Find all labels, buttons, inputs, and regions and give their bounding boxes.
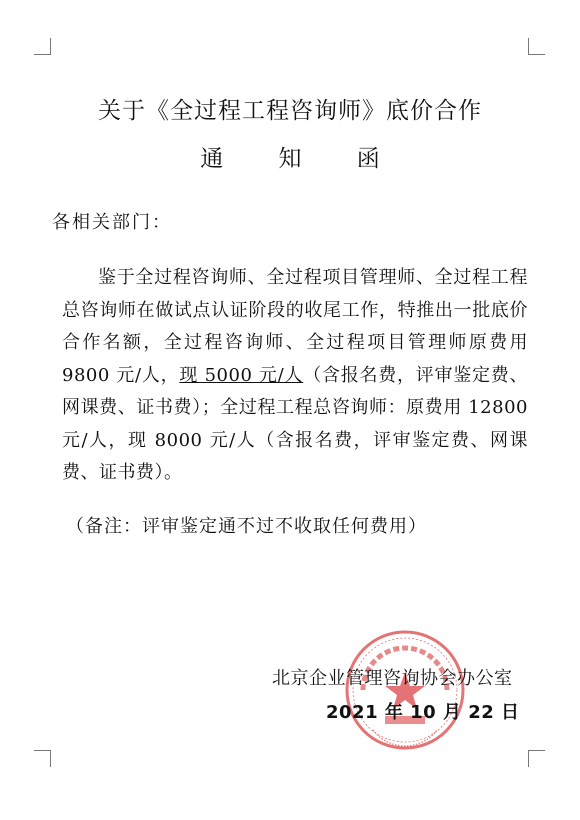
body-paragraph [62,262,528,490]
crop-mark-bottom-right [528,750,545,767]
salutation: 各相关部门： [52,212,172,233]
body-text-part1: 鉴于全过程咨询师、全过程项目管理师、全过程工程总咨询师在做试点认证阶段的收尾工作，特推出一批底价合作名额，全过程咨询师、全过程项目管理师原费用 9800 元/人， [62,267,528,386]
discount-price-highlight: 现 5000 元/人 [179,364,304,386]
crop-mark-top-left [34,38,51,55]
body-text-part2: （含报名费，评审鉴定费、网课费、证书费）；全过程工程总咨询师：原费用 12800 元/人，现 8000 元/人（含报名费，评审鉴定费、网课费、证书费）。 [62,364,528,483]
document-subtitle: 通 知 函 [200,146,380,172]
issue-date: 2021 年 10 月 22 日 [326,702,520,723]
note: （备注：评审鉴定通不过不收取任何费用） [66,516,427,537]
official-seal-icon [343,628,467,752]
crop-mark-bottom-left [34,750,51,767]
document-title: 关于《全过程工程咨询师》底价合作 [98,98,482,124]
issuing-organization: 北京企业管理咨询协会办公室 [272,668,513,689]
crop-mark-top-right [528,38,545,55]
